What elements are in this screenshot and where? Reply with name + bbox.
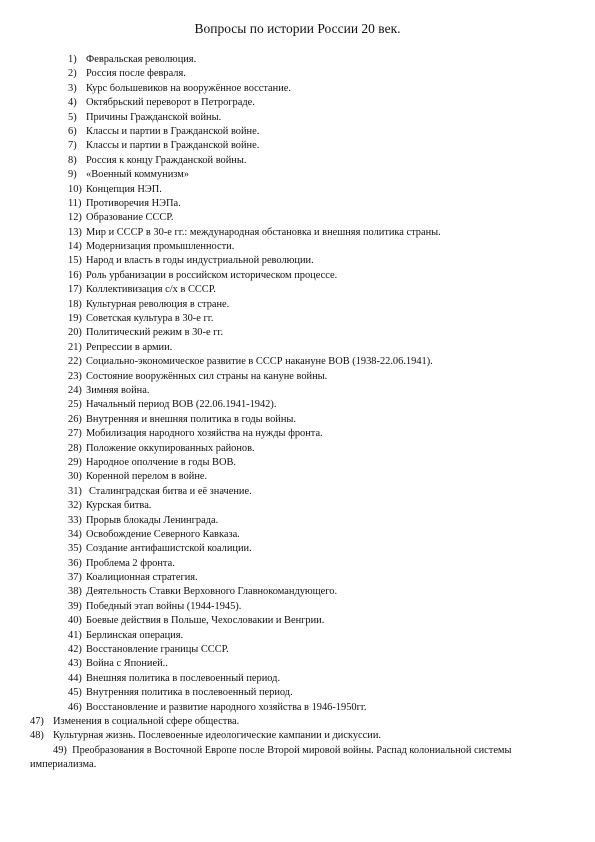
list-item	[0, 312, 595, 326]
item-text: Мобилизация народного хозяйства на нужды фронта.	[86, 428, 323, 440]
list-item	[0, 269, 595, 283]
item-number: 42)	[68, 644, 82, 656]
item-text-inline: Преобразования в Восточной Европе после Второй мировой войны. Распад колониальной системы империализма.	[30, 744, 512, 771]
list-item	[0, 168, 595, 182]
list-item	[0, 744, 595, 775]
list-item	[0, 729, 595, 743]
item-text: Создание антифашистской коалиции.	[86, 543, 252, 555]
item-text: Внутренняя и внешняя политика в годы войны.	[86, 413, 296, 425]
item-text: «Военный коммунизм»	[86, 169, 190, 181]
item-text: Образование СССР.	[86, 212, 174, 224]
item-number: 31)	[68, 485, 82, 497]
item-number: 34)	[68, 528, 82, 540]
item-text: Освобождение Северного Кавказа.	[86, 528, 240, 540]
item-number: 30)	[68, 471, 82, 483]
list-item	[0, 398, 595, 412]
item-number: 39)	[68, 600, 82, 612]
list-item	[0, 82, 595, 96]
item-text: Проблема 2 фронта.	[86, 557, 175, 569]
item-text: Курская битва.	[86, 500, 152, 512]
list-item	[0, 571, 595, 585]
question-list	[0, 53, 595, 775]
item-number: 17)	[68, 284, 82, 296]
list-item	[0, 183, 595, 197]
list-item	[0, 384, 595, 398]
item-number: 35)	[68, 543, 82, 555]
item-text: Коренной перелом в войне.	[86, 471, 208, 483]
list-item	[0, 514, 595, 528]
item-number: 14)	[68, 241, 82, 253]
item-number: 20)	[68, 327, 82, 339]
list-item	[0, 585, 595, 599]
item-number: 41)	[68, 629, 82, 641]
list-item	[0, 442, 595, 456]
list-item	[0, 326, 595, 340]
item-number: 9)	[68, 169, 77, 181]
item-text: Культурная революция в стране.	[86, 298, 230, 310]
item-number: 45)	[68, 687, 82, 699]
item-text: Народное ополчение в годы ВОВ.	[86, 456, 236, 468]
item-text: Положение оккупированных районов.	[86, 442, 255, 454]
item-text: Восстановление границы СССР.	[86, 644, 229, 656]
item-number: 26)	[68, 413, 82, 425]
list-item	[0, 470, 595, 484]
item-number: 36)	[68, 557, 82, 569]
item-number: 32)	[68, 500, 82, 512]
item-text: Деятельность Ставки Верховного Главнокомандующего.	[86, 586, 338, 598]
item-number: 48)	[30, 730, 44, 742]
item-text: Противоречия НЭПа.	[86, 197, 181, 209]
list-item	[0, 485, 595, 499]
list-item	[0, 614, 595, 628]
item-number: 15)	[68, 255, 82, 267]
item-text: Победный этап войны (1944-1945).	[86, 600, 242, 612]
item-number: 3)	[68, 82, 77, 94]
list-item	[0, 427, 595, 441]
item-text: Россия к концу Гражданской войны.	[86, 154, 247, 166]
list-item	[0, 283, 595, 297]
list-item	[0, 672, 595, 686]
item-number: 38)	[68, 586, 82, 598]
list-item	[0, 154, 595, 168]
list-item	[0, 67, 595, 81]
item-number: 44)	[68, 672, 82, 684]
item-text: Октябрьский переворот в Петрограде.	[86, 97, 255, 109]
item-text: Сталинградская битва и её значение.	[89, 485, 252, 497]
item-number: 27)	[68, 428, 82, 440]
list-item	[0, 240, 595, 254]
item-text: Курс большевиков на вооружённое восстание.	[86, 82, 291, 94]
item-text	[30, 744, 540, 773]
list-item	[0, 643, 595, 657]
list-item	[0, 298, 595, 312]
list-item	[0, 96, 595, 110]
item-number: 19)	[68, 313, 82, 325]
item-number: 1)	[68, 54, 77, 65]
item-number: 4)	[68, 97, 77, 109]
item-text: Состояние вооружённых сил страны на кануне войны.	[86, 370, 328, 382]
item-number: 47)	[30, 715, 44, 727]
page-title: Вопросы по истории России 20 век.	[194, 21, 401, 36]
item-text: Февральская революция.	[86, 54, 197, 65]
item-number: 40)	[68, 615, 82, 627]
list-item	[0, 657, 595, 671]
item-number: 18)	[68, 298, 82, 310]
item-text: Классы и партии в Гражданской войне.	[86, 140, 260, 152]
item-text: Причины Гражданской войны.	[86, 111, 222, 123]
item-text: Модернизация промышленности.	[86, 241, 235, 253]
list-item	[0, 715, 595, 729]
item-number: 12)	[68, 212, 82, 224]
item-number: 28)	[68, 442, 82, 454]
item-number: 21)	[68, 341, 82, 353]
item-text: Роль урбанизации в российском историческом процессе.	[86, 269, 338, 281]
list-item	[0, 499, 595, 513]
item-text: Боевые действия в Польше, Чехословакии и Венгрии.	[86, 615, 325, 627]
list-item	[0, 629, 595, 643]
item-text: Прорыв блокады Ленинграда.	[86, 514, 219, 526]
list-item	[0, 701, 595, 715]
item-text: Зимняя война.	[86, 384, 150, 396]
item-text: Советская культура в 30-е гг.	[86, 313, 214, 325]
list-item	[0, 139, 595, 153]
item-text: Изменения в социальной сфере общества.	[53, 715, 240, 727]
item-text: Культурная жизнь. Послевоенные идеологические кампании и дискуссии.	[53, 730, 381, 742]
item-text: Политический режим в 30-е гг.	[86, 327, 224, 339]
list-item	[0, 557, 595, 571]
item-text: Начальный период ВОВ (22.06.1941-1942).	[86, 399, 277, 411]
item-number: 6)	[68, 125, 77, 137]
item-text: Восстановление и развитие народного хозяйства в 1946-1950гг.	[86, 701, 367, 713]
item-number: 10)	[68, 183, 82, 195]
list-item	[0, 197, 595, 211]
list-item	[0, 341, 595, 355]
item-text: Классы и партии в Гражданской войне.	[86, 125, 260, 137]
item-number: 24)	[68, 384, 82, 396]
item-text: Народ и власть в годы индустриальной революции.	[86, 255, 314, 267]
list-item	[0, 528, 595, 542]
item-text: Россия после февраля.	[86, 68, 186, 80]
list-item	[0, 125, 595, 139]
list-item	[0, 686, 595, 700]
item-number: 7)	[68, 140, 77, 152]
item-number: 8)	[68, 154, 77, 166]
item-number-inline: 49)	[53, 744, 67, 756]
item-number: 13)	[68, 226, 82, 238]
list-item	[0, 211, 595, 225]
item-text: Берлинская операция.	[86, 629, 184, 641]
list-item	[0, 370, 595, 384]
item-number: 11)	[68, 197, 82, 209]
item-number: 2)	[68, 68, 77, 80]
list-item	[0, 600, 595, 614]
item-number: 22)	[68, 356, 82, 368]
item-text: Концепция НЭП.	[86, 183, 162, 195]
item-text: Внешняя политика в послевоенный период.	[86, 672, 281, 684]
list-item	[0, 355, 595, 369]
item-number: 25)	[68, 399, 82, 411]
item-number: 5)	[68, 111, 77, 123]
list-item	[0, 226, 595, 240]
list-item	[0, 254, 595, 268]
item-text: Внутренняя политика в послевоенный период.	[86, 687, 293, 699]
item-number: 37)	[68, 572, 82, 584]
list-item	[0, 542, 595, 556]
item-number: 16)	[68, 269, 82, 281]
item-text: Социально-экономическое развитие в СССР накануне ВОВ (1938-22.06.1941).	[86, 356, 433, 368]
item-number: 46)	[68, 701, 82, 713]
item-number: 43)	[68, 658, 82, 670]
item-text: Война с Японией..	[86, 658, 168, 670]
item-text: Репрессии в армии.	[86, 341, 173, 353]
item-number: 23)	[68, 370, 82, 382]
list-item	[0, 111, 595, 125]
list-item	[0, 413, 595, 427]
list-item	[0, 53, 595, 67]
item-number: 33)	[68, 514, 82, 526]
item-text: Мир и СССР в 30-е гг.: международная обстановка и внешняя политика страны.	[86, 226, 441, 238]
item-text: Коллективизация с/х в СССР.	[86, 284, 216, 296]
item-text: Коалиционная стратегия.	[86, 572, 198, 584]
list-item	[0, 456, 595, 470]
item-number: 29)	[68, 456, 82, 468]
